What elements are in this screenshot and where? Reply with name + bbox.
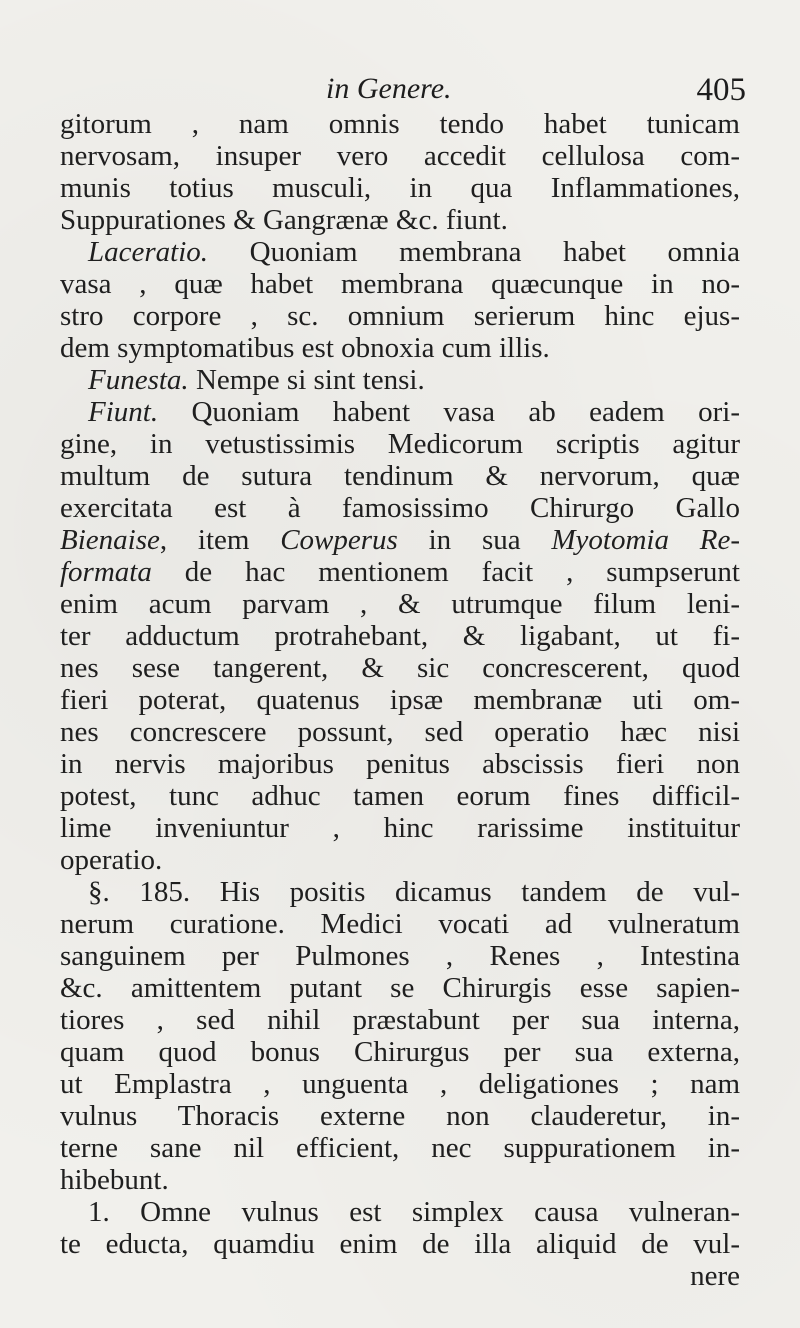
text-line bbox=[60, 1036, 740, 1068]
text-line bbox=[60, 268, 740, 300]
text-line bbox=[60, 1132, 740, 1164]
line-text: fieri poterat, quatenus ipsæ membranæ uti om- bbox=[60, 684, 740, 716]
text-line bbox=[60, 364, 740, 396]
line-text: , item bbox=[159, 524, 281, 556]
text-line bbox=[60, 620, 740, 652]
text-line bbox=[60, 396, 740, 428]
text-line bbox=[60, 524, 740, 556]
text-line bbox=[60, 652, 740, 684]
text-line bbox=[60, 204, 740, 236]
line-text: nere bbox=[690, 1260, 740, 1292]
line-text: Nempe si sint tensi. bbox=[188, 364, 425, 396]
text-line bbox=[60, 1196, 740, 1228]
line-text: lime inveniuntur , hinc rarissime instituitur bbox=[60, 812, 740, 844]
line-text: nerum curatione. Medici vocati ad vulneratum bbox=[60, 908, 740, 940]
text-line bbox=[60, 1068, 740, 1100]
italic-term: Fiunt. bbox=[88, 396, 159, 428]
text-line bbox=[60, 684, 740, 716]
line-text: de hac mentionem facit , sumpserunt bbox=[151, 556, 740, 588]
line-text: multum de sutura tendinum & nervorum, quæ bbox=[60, 460, 740, 492]
page-number: 405 bbox=[696, 72, 746, 108]
line-text: nervosam, insuper vero accedit cellulosa com- bbox=[60, 140, 740, 172]
text-line bbox=[60, 1260, 740, 1292]
text-line bbox=[60, 1004, 740, 1036]
text-line bbox=[60, 972, 740, 1004]
line-text: enim acum parvam , & utrumque filum leni- bbox=[60, 588, 740, 620]
line-text: nes sese tangerent, & sic concrescerent, quod bbox=[60, 652, 740, 684]
text-line bbox=[60, 748, 740, 780]
italic-term: Cowperus bbox=[280, 524, 398, 556]
text-line bbox=[60, 556, 740, 588]
line-text: quam quod bonus Chirurgus per sua externa, bbox=[60, 1036, 740, 1068]
line-text: gitorum , nam omnis tendo habet tunicam bbox=[60, 108, 740, 140]
line-text: in sua bbox=[397, 524, 552, 556]
text-line bbox=[60, 300, 740, 332]
italic-term: Laceratio. bbox=[88, 236, 209, 268]
page-header bbox=[56, 70, 746, 110]
text-line bbox=[60, 716, 740, 748]
line-text: hibebunt. bbox=[60, 1164, 169, 1196]
line-text: gine, in vetustissimis Medicorum scriptis agitur bbox=[60, 428, 740, 460]
line-text: terne sane nil efficient, nec suppurationem in- bbox=[60, 1132, 740, 1164]
italic-term: formata bbox=[60, 556, 152, 588]
line-text: 1. Omne vulnus est simplex causa vulneran- bbox=[88, 1196, 740, 1228]
line-text: stro corpore , sc. omnium serierum hinc ejus- bbox=[60, 300, 740, 332]
running-head: in Genere. bbox=[326, 72, 452, 105]
text-line bbox=[60, 812, 740, 844]
body-text bbox=[60, 108, 740, 1292]
italic-term: Myotomia Re- bbox=[551, 524, 740, 556]
line-text: exercitata est à famosissimo Chirurgo Gallo bbox=[60, 492, 740, 524]
line-text: §. 185. His positis dicamus tandem de vul- bbox=[88, 876, 740, 908]
line-text: te educta, quamdiu enim de illa aliquid de vul- bbox=[60, 1228, 740, 1260]
text-line bbox=[60, 876, 740, 908]
line-text: Quoniam membrana habet omnia bbox=[208, 236, 740, 268]
line-text: Suppurationes & Gangrænæ &c. fiunt. bbox=[60, 204, 508, 236]
text-line bbox=[60, 940, 740, 972]
line-text: ter adductum protrahebant, & ligabant, ut fi- bbox=[60, 620, 740, 652]
text-line bbox=[60, 428, 740, 460]
text-line bbox=[60, 844, 740, 876]
text-line bbox=[60, 108, 740, 140]
line-text: potest, tunc adhuc tamen eorum fines difficil- bbox=[60, 780, 740, 812]
line-text: in nervis majoribus penitus abscissis fieri non bbox=[60, 748, 740, 780]
text-line bbox=[60, 1164, 740, 1196]
text-line bbox=[60, 140, 740, 172]
line-text: dem symptomatibus est obnoxia cum illis. bbox=[60, 332, 550, 364]
line-text: Quoniam habent vasa ab eadem ori- bbox=[158, 396, 740, 428]
text-line bbox=[60, 1228, 740, 1260]
line-text: operatio. bbox=[60, 844, 163, 876]
line-text: vasa , quæ habet membrana quæcunque in no- bbox=[60, 268, 740, 300]
line-text: tiores , sed nihil præstabunt per sua interna, bbox=[60, 1004, 740, 1036]
text-line bbox=[60, 460, 740, 492]
text-line bbox=[60, 908, 740, 940]
text-line bbox=[60, 1100, 740, 1132]
line-text: munis totius musculi, in qua Inflammationes, bbox=[60, 172, 740, 204]
text-line bbox=[60, 332, 740, 364]
line-text: nes concrescere possunt, sed operatio hæc nisi bbox=[60, 716, 740, 748]
italic-term: Bienaise bbox=[60, 524, 160, 556]
line-text: vulnus Thoracis externe non clauderetur, in- bbox=[60, 1100, 740, 1132]
text-line bbox=[60, 236, 740, 268]
line-text: sanguinem per Pulmones , Renes , Intestina bbox=[60, 940, 740, 972]
text-line bbox=[60, 780, 740, 812]
line-text: &c. amittentem putant se Chirurgis esse sapien- bbox=[60, 972, 740, 1004]
text-line bbox=[60, 492, 740, 524]
line-text: ut Emplastra , unguenta , deligationes ; nam bbox=[60, 1068, 740, 1100]
text-line bbox=[60, 588, 740, 620]
text-line bbox=[60, 172, 740, 204]
italic-term: Funesta. bbox=[88, 364, 189, 396]
